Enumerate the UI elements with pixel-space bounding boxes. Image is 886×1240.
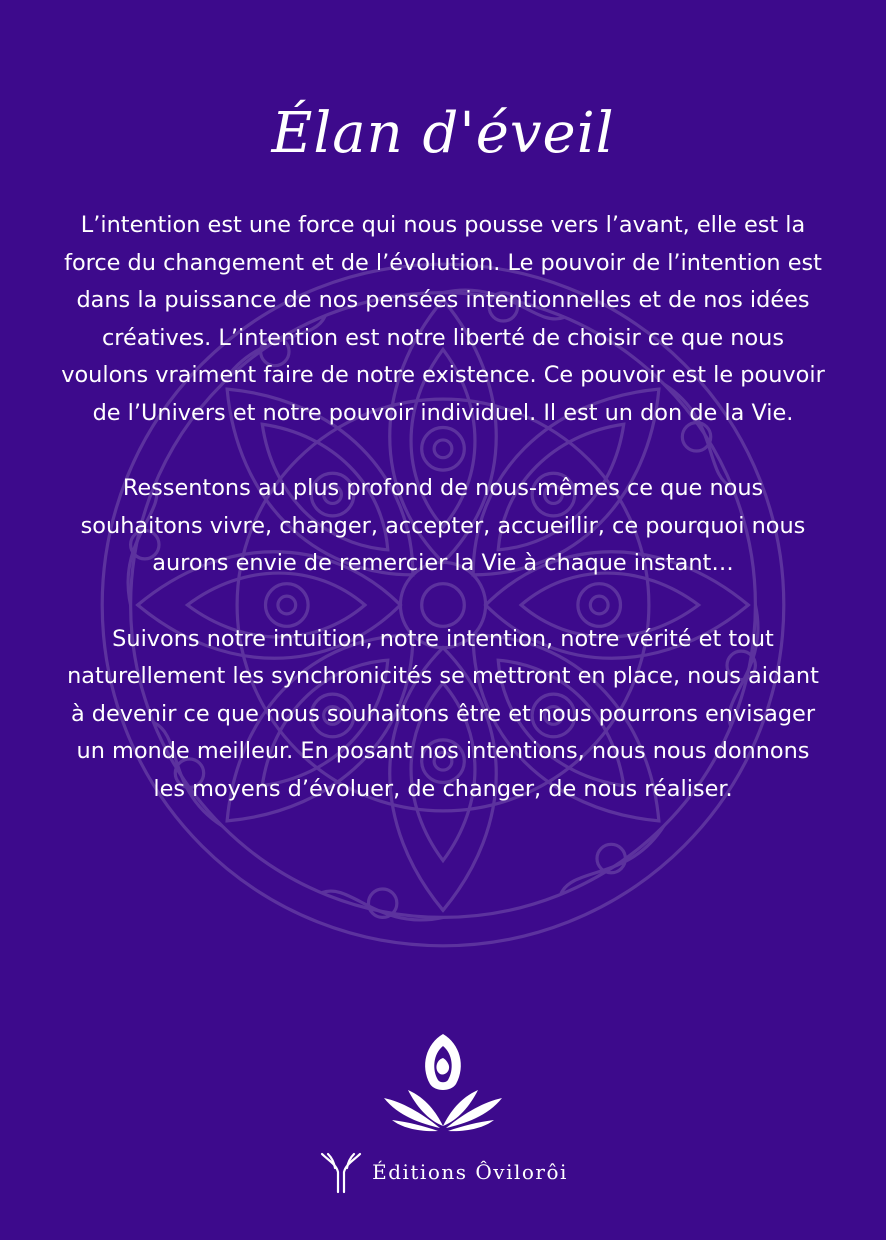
paragraph-intention: L’intention est une force qui nous pousse vers l’avant, elle est la force du changement et de l’évolution. Le pouvoir de l’intention est dans la puissance de nos pensées intentionnelles et de nos idées créatives. L’intention est notre liberté de choisir ce que nous voulons vraiment faire de notre existence. Ce pouvoir est le pouvoir de l’Univers et notre pouvoir individuel. Il est un don de la Vie. <box>61 212 825 426</box>
paragraph-suivons: Suivons notre intuition, notre intention, notre vérité et tout naturellement les synchronicités se mettront en place, nous aidant à devenir ce que nous souhaitons être et nous pourrons envisager un monde meilleur. En posant nos intentions, nous nous donnons les moyens d’évoluer, de changer, de nous réaliser. <box>67 625 819 802</box>
publisher-name: Éditions Ôvilorôi <box>372 1160 568 1184</box>
lotus-icon <box>378 1028 508 1136</box>
publisher-brand <box>0 1148 886 1196</box>
paragraph-ressentons: Ressentons au plus profond de nous-mêmes ce que nous souhaitons vivre, changer, accepter, accueillir, ce pourquoi nous aurons envie de remercier la Vie à chaque instant… <box>80 475 806 577</box>
card-title: Élan d'éveil <box>271 101 615 166</box>
card-body <box>60 207 826 809</box>
publisher-logo-icon <box>318 1150 364 1194</box>
